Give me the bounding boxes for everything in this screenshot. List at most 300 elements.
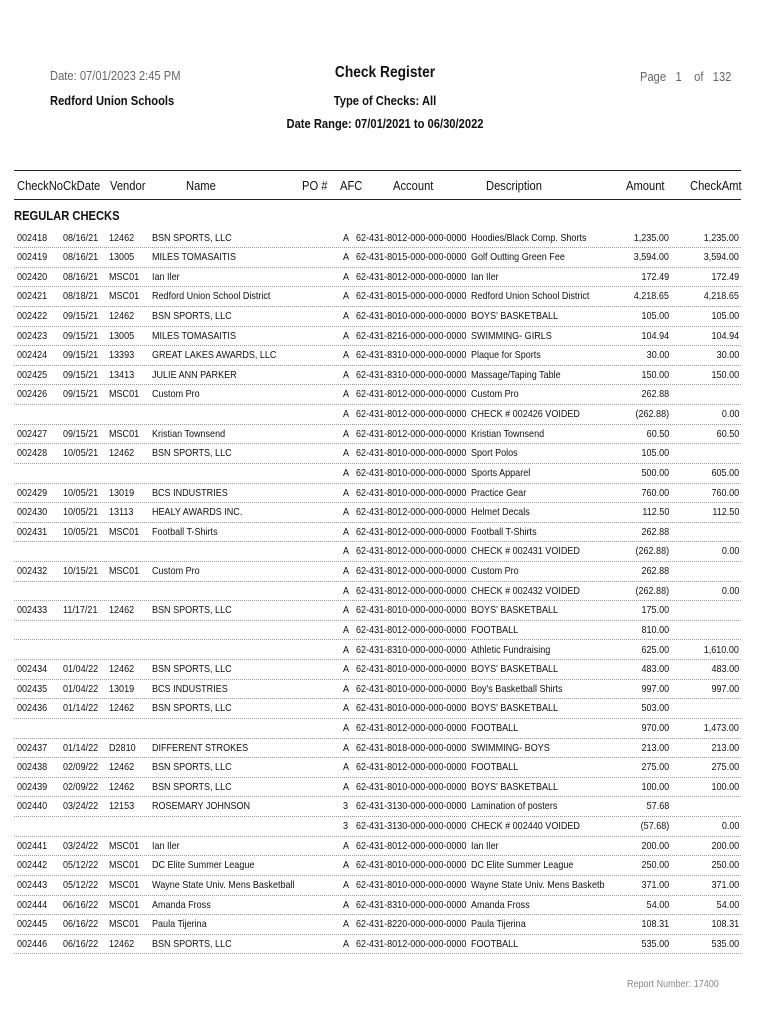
cell-afc: A — [343, 839, 350, 852]
cell-vendor: 12462 — [109, 663, 135, 676]
cell-account: 62-431-8012-000-000-0000 — [356, 937, 467, 950]
table-row — [14, 601, 741, 621]
cell-checkamt: 535.00 — [711, 937, 739, 950]
cell-checkno: 002422 — [17, 309, 48, 322]
cell-description: Golf Outting Green Fee — [471, 251, 565, 264]
table-header-rule — [14, 199, 741, 200]
cell-afc: A — [343, 427, 350, 440]
cell-account: 62-431-8018-000-000-0000 — [356, 741, 467, 754]
cell-account: 62-431-8010-000-000-0000 — [356, 663, 467, 676]
cell-ckdate: 08/16/21 — [63, 231, 99, 244]
cell-ckdate: 09/15/21 — [63, 388, 99, 401]
cell-vendor: MSC01 — [109, 918, 140, 931]
cell-description: FOOTBALL — [471, 623, 519, 636]
cell-amount: 371.00 — [641, 878, 669, 891]
cell-vendor: MSC01 — [109, 878, 140, 891]
cell-checkno: 002441 — [17, 839, 48, 852]
table-row — [14, 817, 741, 837]
cell-checkno: 002442 — [17, 859, 48, 872]
cell-ckdate: 10/05/21 — [63, 447, 99, 460]
cell-vendor: 12153 — [109, 800, 135, 813]
cell-checkamt: 997.00 — [711, 682, 739, 695]
cell-afc: A — [343, 231, 350, 244]
cell-checkamt: 108.31 — [711, 918, 739, 931]
cell-name: JULIE ANN PARKER — [152, 368, 237, 381]
cell-vendor: 13413 — [109, 368, 135, 381]
table-row — [14, 699, 741, 719]
cell-checkno: 002445 — [17, 918, 48, 931]
cell-afc: A — [343, 486, 350, 499]
cell-description: BOYS' BASKETBALL — [471, 604, 559, 617]
cell-amount: 503.00 — [641, 702, 669, 715]
cell-amount: 500.00 — [641, 466, 669, 479]
cell-account: 62-431-8012-000-000-0000 — [356, 231, 467, 244]
cell-ckdate: 08/16/21 — [63, 270, 99, 283]
cell-amount: 105.00 — [641, 447, 669, 460]
cell-name: HEALY AWARDS INC. — [152, 506, 243, 519]
cell-afc: A — [343, 898, 350, 911]
col-name: Name — [186, 178, 216, 193]
cell-amount: 262.88 — [641, 388, 669, 401]
table-row — [14, 876, 741, 896]
cell-afc: A — [343, 309, 350, 322]
cell-name: Football T-Shirts — [152, 525, 218, 538]
cell-description: Athletic Fundraising — [471, 643, 551, 656]
cell-checkamt: 275.00 — [711, 761, 739, 774]
table-row — [14, 856, 741, 876]
cell-amount: 108.31 — [641, 918, 669, 931]
cell-amount: 105.00 — [641, 309, 669, 322]
table-row — [14, 346, 741, 366]
cell-ckdate: 11/17/21 — [63, 604, 98, 617]
cell-amount: 200.00 — [641, 839, 669, 852]
cell-ckdate: 06/16/22 — [63, 898, 99, 911]
cell-description: CHECK # 002440 VOIDED — [471, 820, 580, 833]
table-row — [14, 503, 741, 523]
cell-description: CHECK # 002431 VOIDED — [471, 545, 580, 558]
table-row — [14, 366, 741, 386]
cell-name: Custom Pro — [152, 388, 200, 401]
cell-checkamt: 760.00 — [711, 486, 739, 499]
page-title: Check Register — [334, 64, 436, 81]
cell-name: ROSEMARY JOHNSON — [152, 800, 251, 813]
cell-vendor: MSC01 — [109, 525, 140, 538]
cell-ckdate: 09/15/21 — [63, 329, 99, 342]
cell-description: Amanda Fross — [471, 898, 530, 911]
cell-ckdate: 01/04/22 — [63, 682, 99, 695]
table-row — [14, 327, 741, 347]
cell-checkno: 002444 — [17, 898, 48, 911]
cell-name: DIFFERENT STROKES — [152, 741, 249, 754]
cell-name: BSN SPORTS, LLC — [152, 231, 232, 244]
cell-checkamt: 112.50 — [712, 506, 739, 519]
cell-amount: 175.00 — [641, 604, 669, 617]
cell-checkamt: 213.00 — [711, 741, 739, 754]
table-row — [14, 582, 741, 602]
cell-ckdate: 05/12/22 — [63, 859, 99, 872]
cell-description: Football T-Shirts — [471, 525, 537, 538]
cell-vendor: 13005 — [109, 251, 135, 264]
cell-account: 62-431-8012-000-000-0000 — [356, 388, 467, 401]
cell-checkamt: 105.00 — [711, 309, 739, 322]
cell-account: 62-431-8010-000-000-0000 — [356, 309, 467, 322]
cell-description: Ian Iler — [471, 270, 499, 283]
cell-amount: 213.00 — [641, 741, 669, 754]
cell-afc: A — [343, 506, 350, 519]
cell-amount: 112.50 — [642, 506, 669, 519]
cell-account: 62-431-8220-000-000-0000 — [356, 918, 467, 931]
cell-afc: A — [343, 741, 350, 754]
cell-checkamt: 4,218.65 — [703, 290, 739, 303]
cell-afc: A — [343, 565, 350, 578]
cell-checkno: 002433 — [17, 604, 48, 617]
cell-amount: 250.00 — [641, 859, 669, 872]
cell-description: Boy's Basketball Shirts — [471, 682, 563, 695]
table-top-rule — [14, 170, 741, 171]
cell-afc: A — [343, 722, 350, 734]
cell-afc: A — [343, 349, 350, 362]
cell-ckdate: 10/05/21 — [63, 486, 99, 499]
date-range: Date Range: 07/01/2021 to 06/30/2022 — [286, 116, 484, 131]
cell-amount: (262.88) — [635, 545, 669, 558]
cell-vendor: 12462 — [109, 309, 135, 322]
cell-checkno: 002423 — [17, 329, 48, 342]
cell-amount: 262.88 — [641, 565, 669, 578]
table-row — [14, 621, 741, 641]
cell-description: Hoodies/Black Comp. Shorts — [471, 231, 587, 244]
cell-afc: 3 — [343, 800, 349, 813]
cell-vendor: D2810 — [109, 741, 136, 754]
table-row — [14, 797, 741, 817]
cell-description: Paula Tijerina — [471, 918, 526, 931]
table-row — [14, 464, 741, 484]
cell-checkamt: 172.49 — [711, 270, 739, 283]
cell-ckdate: 03/24/22 — [63, 839, 99, 852]
cell-account: 62-431-8010-000-000-0000 — [356, 878, 467, 891]
cell-account: 62-431-8010-000-000-0000 — [356, 447, 467, 460]
cell-checkno: 002430 — [17, 506, 48, 519]
cell-vendor: 12462 — [109, 780, 135, 793]
cell-description: Wayne State Univ. Mens Basketb — [471, 878, 605, 891]
col-checkamt: CheckAmt — [690, 178, 742, 193]
cell-checkamt: 60.50 — [716, 427, 739, 440]
cell-afc: A — [343, 761, 350, 774]
check-type: Type of Checks: All — [333, 93, 437, 108]
cell-amount: 60.50 — [646, 427, 669, 440]
cell-description: FOOTBALL — [471, 937, 519, 950]
cell-checkamt: 104.94 — [711, 329, 739, 342]
cell-description: BOYS' BASKETBALL — [471, 663, 559, 676]
cell-name: BSN SPORTS, LLC — [152, 702, 232, 715]
cell-vendor: 12462 — [109, 702, 135, 715]
cell-vendor: 13005 — [109, 329, 135, 342]
cell-amount: 1,235.00 — [633, 231, 669, 244]
cell-checkno: 002443 — [17, 878, 48, 891]
cell-description: Massage/Taping Table — [471, 368, 561, 381]
cell-checkno: 002419 — [17, 251, 48, 264]
cell-account: 62-431-8010-000-000-0000 — [356, 780, 467, 793]
cell-description: BOYS' BASKETBALL — [471, 702, 559, 715]
cell-checkno: 002424 — [17, 349, 48, 362]
cell-amount: 172.49 — [641, 270, 669, 283]
cell-name: BSN SPORTS, LLC — [152, 761, 232, 774]
cell-checkno: 002439 — [17, 780, 48, 793]
cell-afc: A — [343, 270, 350, 283]
cell-name: BSN SPORTS, LLC — [152, 937, 232, 950]
cell-vendor: 12462 — [109, 231, 135, 244]
cell-name: BSN SPORTS, LLC — [152, 604, 232, 617]
cell-vendor: MSC01 — [109, 898, 140, 911]
cell-name: Wayne State Univ. Mens Basketball — [152, 878, 295, 891]
table-row — [14, 248, 741, 268]
cell-name: BSN SPORTS, LLC — [152, 780, 232, 793]
cell-name: MILES TOMASAITIS — [152, 251, 236, 264]
cell-amount: 150.00 — [641, 368, 669, 381]
cell-ckdate: 08/18/21 — [63, 290, 99, 303]
cell-account: 62-431-8012-000-000-0000 — [356, 584, 467, 597]
cell-checkamt: 54.00 — [716, 898, 739, 911]
cell-amount: 57.68 — [646, 800, 669, 813]
cell-checkamt: 1,473.00 — [703, 722, 739, 734]
cell-account: 62-431-8012-000-000-0000 — [356, 545, 467, 558]
cell-checkamt: 1,235.00 — [703, 231, 739, 244]
of-label: of — [694, 69, 704, 84]
cell-amount: 810.00 — [641, 623, 669, 636]
col-amount: Amount — [626, 178, 665, 193]
table-row — [14, 425, 741, 445]
cell-vendor: MSC01 — [109, 388, 140, 401]
cell-amount: 4,218.65 — [633, 290, 669, 303]
table-row — [14, 778, 741, 798]
cell-checkno: 002440 — [17, 800, 48, 813]
cell-vendor: MSC01 — [109, 839, 140, 852]
cell-checkamt: 0.00 — [721, 820, 739, 833]
cell-amount: 30.00 — [646, 349, 669, 362]
cell-checkno: 002425 — [17, 368, 48, 381]
cell-vendor: 13019 — [109, 486, 135, 499]
cell-description: Ian Iler — [471, 839, 499, 852]
cell-ckdate: 10/15/21 — [63, 565, 99, 578]
cell-checkamt: 371.00 — [711, 878, 739, 891]
cell-account: 62-431-8010-000-000-0000 — [356, 466, 467, 479]
cell-name: BCS INDUSTRIES — [152, 682, 228, 695]
organization-name: Redford Union Schools — [50, 93, 175, 108]
cell-amount: (57.68) — [640, 820, 669, 833]
cell-amount: 970.00 — [641, 722, 669, 734]
cell-account: 62-431-8310-000-000-0000 — [356, 643, 467, 656]
cell-ckdate: 06/16/22 — [63, 918, 99, 931]
cell-ckdate: 01/14/22 — [63, 702, 99, 715]
cell-afc: A — [343, 447, 350, 460]
cell-description: Kristian Townsend — [471, 427, 545, 440]
cell-amount: (262.88) — [635, 584, 669, 597]
cell-amount: 625.00 — [641, 643, 669, 656]
cell-afc: A — [343, 408, 350, 421]
report-date: Date: 07/01/2023 2:45 PM — [50, 68, 181, 83]
cell-vendor: 12462 — [109, 604, 135, 617]
cell-amount: 3,594.00 — [633, 251, 669, 264]
cell-ckdate: 09/15/21 — [63, 349, 99, 362]
cell-ckdate: 02/09/22 — [63, 761, 99, 774]
cell-name: BSN SPORTS, LLC — [152, 309, 232, 322]
cell-name: Kristian Townsend — [152, 427, 226, 440]
table-row — [14, 758, 741, 778]
col-vendor: Vendor — [110, 178, 146, 193]
cell-account: 62-431-8012-000-000-0000 — [356, 761, 467, 774]
cell-vendor: MSC01 — [109, 859, 140, 872]
cell-account: 62-431-8012-000-000-0000 — [356, 427, 467, 440]
cell-checkno: 002435 — [17, 682, 48, 695]
table-row — [14, 935, 741, 955]
cell-checkno: 002432 — [17, 565, 48, 578]
cell-description: SWIMMING- BOYS — [471, 741, 550, 754]
cell-name: MILES TOMASAITIS — [152, 329, 236, 342]
cell-description: BOYS' BASKETBALL — [471, 309, 559, 322]
cell-afc: 3 — [343, 820, 349, 833]
table-row — [14, 660, 741, 680]
cell-name: BSN SPORTS, LLC — [152, 663, 232, 676]
cell-afc: A — [343, 937, 350, 950]
cell-vendor: MSC01 — [109, 565, 140, 578]
cell-amount: 104.94 — [641, 329, 669, 342]
cell-vendor: 13393 — [109, 349, 135, 362]
table-row — [14, 641, 741, 661]
cell-account: 62-431-8012-000-000-0000 — [356, 565, 467, 578]
cell-afc: A — [343, 584, 350, 597]
table-row — [14, 562, 741, 582]
cell-checkno: 002431 — [17, 525, 48, 538]
col-afc: AFC — [340, 178, 363, 193]
cell-afc: A — [343, 368, 350, 381]
cell-checkamt: 483.00 — [711, 663, 739, 676]
col-account: Account — [393, 178, 434, 193]
cell-account: 62-431-8012-000-000-0000 — [356, 506, 467, 519]
cell-amount: 54.00 — [646, 898, 669, 911]
cell-vendor: 12462 — [109, 761, 135, 774]
cell-description: Helmet Decals — [471, 506, 530, 519]
table-row — [14, 837, 741, 857]
cell-checkno: 002446 — [17, 937, 48, 950]
cell-account: 62-431-8310-000-000-0000 — [356, 898, 467, 911]
table-row — [14, 896, 741, 916]
col-po: PO # — [302, 178, 328, 193]
cell-description: Practice Gear — [471, 486, 527, 499]
cell-afc: A — [343, 251, 350, 264]
table-row — [14, 542, 741, 562]
cell-checkamt: 30.00 — [716, 349, 739, 362]
cell-afc: A — [343, 643, 350, 656]
cell-description: Custom Pro — [471, 565, 519, 578]
cell-vendor: MSC01 — [109, 290, 140, 303]
cell-checkno: 002420 — [17, 270, 48, 283]
cell-vendor: MSC01 — [109, 270, 140, 283]
cell-checkamt: 3,594.00 — [703, 251, 739, 264]
cell-account: 62-431-8015-000-000-0000 — [356, 290, 467, 303]
cell-description: SWIMMING- GIRLS — [471, 329, 552, 342]
cell-name: Amanda Fross — [152, 898, 211, 911]
cell-checkno: 002436 — [17, 702, 48, 715]
cell-account: 62-431-8012-000-000-0000 — [356, 525, 467, 538]
table-row — [14, 385, 741, 405]
cell-description: Custom Pro — [471, 388, 519, 401]
cell-checkno: 002427 — [17, 427, 48, 440]
cell-ckdate: 05/12/22 — [63, 878, 99, 891]
cell-afc: A — [343, 329, 350, 342]
cell-checkamt: 1,610.00 — [703, 643, 739, 656]
cell-ckdate: 10/05/21 — [63, 525, 99, 538]
cell-description: BOYS' BASKETBALL — [471, 780, 559, 793]
cell-vendor: 12462 — [109, 937, 135, 950]
cell-amount: 997.00 — [641, 682, 669, 695]
cell-ckdate: 09/15/21 — [63, 368, 99, 381]
cell-checkno: 002437 — [17, 741, 48, 754]
col-checkno: CheckNo — [17, 178, 63, 193]
cell-description: Sports Apparel — [471, 466, 531, 479]
cell-description: Lamination of posters — [471, 800, 558, 813]
cell-ckdate: 10/05/21 — [63, 506, 99, 519]
cell-amount: 535.00 — [641, 937, 669, 950]
cell-name: GREAT LAKES AWARDS, LLC — [152, 349, 277, 362]
cell-ckdate: 01/04/22 — [63, 663, 99, 676]
cell-afc: A — [343, 702, 350, 715]
cell-name: Custom Pro — [152, 565, 200, 578]
cell-ckdate: 06/16/22 — [63, 937, 99, 950]
cell-description: Sport Polos — [471, 447, 518, 460]
cell-account: 62-431-8010-000-000-0000 — [356, 859, 467, 872]
cell-name: Paula Tijerina — [152, 918, 207, 931]
cell-amount: (262.88) — [635, 408, 669, 421]
page-label: Page — [640, 69, 667, 84]
table-row — [14, 307, 741, 327]
cell-vendor: 13019 — [109, 682, 135, 695]
cell-afc: A — [343, 388, 350, 401]
section-title: REGULAR CHECKS — [14, 208, 120, 223]
cell-description: FOOTBALL — [471, 722, 519, 734]
cell-afc: A — [343, 682, 350, 695]
cell-account: 62-431-8012-000-000-0000 — [356, 623, 467, 636]
cell-account: 62-431-3130-000-000-0000 — [356, 800, 467, 813]
cell-afc: A — [343, 290, 350, 303]
cell-checkamt: 250.00 — [711, 859, 739, 872]
cell-vendor: 13113 — [109, 506, 134, 519]
cell-checkno: 002429 — [17, 486, 48, 499]
col-description: Description — [486, 178, 542, 193]
cell-account: 62-431-8012-000-000-0000 — [356, 270, 467, 283]
cell-amount: 483.00 — [641, 663, 669, 676]
table-row — [14, 405, 741, 425]
cell-account: 62-431-8010-000-000-0000 — [356, 682, 467, 695]
cell-afc: A — [343, 859, 350, 872]
cell-account: 62-431-8012-000-000-0000 — [356, 408, 467, 421]
cell-afc: A — [343, 780, 350, 793]
table-row — [14, 268, 741, 288]
page-number: 1 — [675, 69, 682, 84]
cell-checkno: 002434 — [17, 663, 48, 676]
cell-checkamt: 0.00 — [721, 545, 739, 558]
cell-checkno: 002438 — [17, 761, 48, 774]
cell-afc: A — [343, 878, 350, 891]
table-row — [14, 719, 741, 739]
cell-ckdate: 03/24/22 — [63, 800, 99, 813]
cell-name: Ian Iler — [152, 839, 180, 852]
table-row — [14, 523, 741, 543]
cell-ckdate: 09/15/21 — [63, 309, 99, 322]
cell-name: DC Elite Summer League — [152, 859, 255, 872]
cell-description: CHECK # 002432 VOIDED — [471, 584, 580, 597]
cell-name: Redford Union School District — [152, 290, 271, 303]
cell-afc: A — [343, 466, 350, 479]
cell-ckdate: 09/15/21 — [63, 427, 99, 440]
